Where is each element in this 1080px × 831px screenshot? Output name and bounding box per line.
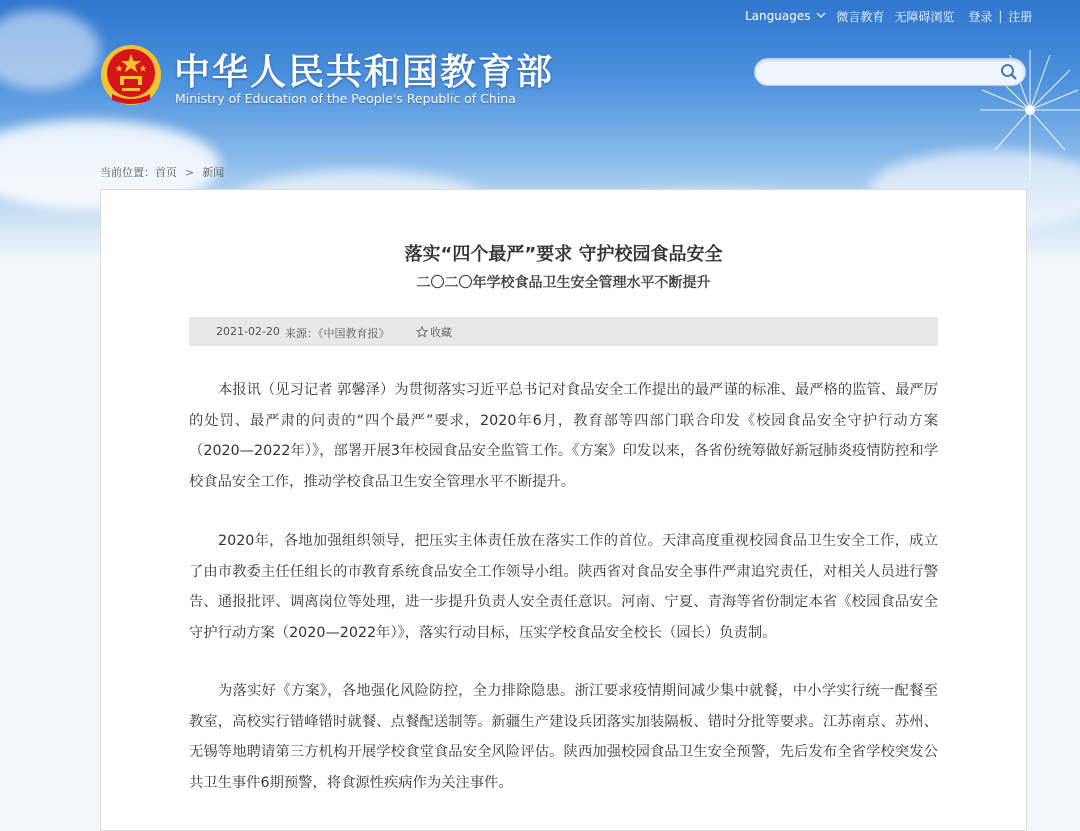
register-link[interactable]: 注册 [1008,9,1033,24]
article-paragraph: 2020年，各地加强组织领导，把压实主体责任放在落实工作的首位。天津高度重视校园食品卫生安全工作，成立了由市教委主任任组长的市教育系统食品安全工作领导小组。陕西省对食品安全事件严肃追究责任，对相关人员进行警告、通报批评、调离岗位等处理，进一步提升负责人安全责任意识。河南、宁夏、青海等省份制定本省《校园食品安全守护行动方案（2020—2022年）》，落实行动目标，压实学校食品安全校长（园长）负责制。 [189,533,938,641]
cloud-decoration [0,10,100,90]
favorite-label: 收藏 [430,326,452,339]
site-title-cn[interactable]: 中华人民共和国教育部 [174,52,555,93]
article-subtitle: 二〇二〇年学校食品卫生安全管理水平不断提升 [416,275,711,291]
national-emblem-icon[interactable] [100,44,162,106]
accessible-browse-link[interactable]: 无障碍浏览 [894,9,955,24]
breadcrumb [100,164,224,180]
search-input[interactable] [767,62,996,84]
search-box [754,58,1026,86]
breadcrumb-separator: > [185,166,195,179]
star-icon [416,326,428,338]
breadcrumb-home-link[interactable]: 首页 [155,166,177,179]
breadcrumb-news-link[interactable]: 新闻 [202,166,225,179]
favorite-button[interactable] [416,324,452,340]
article-meta-bar [189,317,938,346]
article-title: 落实“四个最严”要求 守护校园食品安全 [404,244,723,265]
breadcrumb-label: 当前位置： [100,166,155,179]
top-navigation [745,8,1032,24]
site-title-en: Ministry of Education of the People's Republic of China [175,91,516,106]
login-link[interactable]: 登录 [968,9,993,24]
article-paragraph: 本报讯（见习记者 郭馨泽）为贯彻落实习近平总书记对食品安全工作提出的最严谨的标准、最严格的监管、最严厉的处罚、最严肃的问责的“四个最严”要求，2020年6月，教育部等四部门联合印发《校园食品安全守护行动方案（2020—2022年）》，部署开展3年校园食品安全监管工作。《方案》印发以来，各省份统筹做好新冠肺炎疫情防控和学校食品安全工作，推动学校食品卫生安全管理水平不断提升。 [189,382,938,490]
chevron-down-icon [816,11,826,19]
languages-menu[interactable] [745,9,826,23]
divider: | [998,9,1003,23]
publish-date: 2021-02-20 [216,325,280,338]
languages-label: Languages [745,9,811,23]
article-panel [100,189,1027,831]
article-paragraph: 为落实好《方案》，各地强化风险防控，全力排除隐患。浙江要求疫情期间减少集中就餐，中小学实行统一配餐至教室，高校实行错峰错时就餐、点餐配送制等。新疆生产建设兵团落实加装隔板、错时分批等要求。江苏南京、苏州、无锡等地聘请第三方机构开展学校食堂食品安全风险评估。陕西加强校园食品卫生安全预警，先后发布全省学校突发公共卫生事件6期预警，将食源性疾病作为关注事件。 [189,683,938,791]
weibo-link[interactable]: 微言教育 [836,9,885,24]
search-icon[interactable] [1000,63,1018,81]
article-source: 来源：《中国教育报》 [285,327,390,340]
